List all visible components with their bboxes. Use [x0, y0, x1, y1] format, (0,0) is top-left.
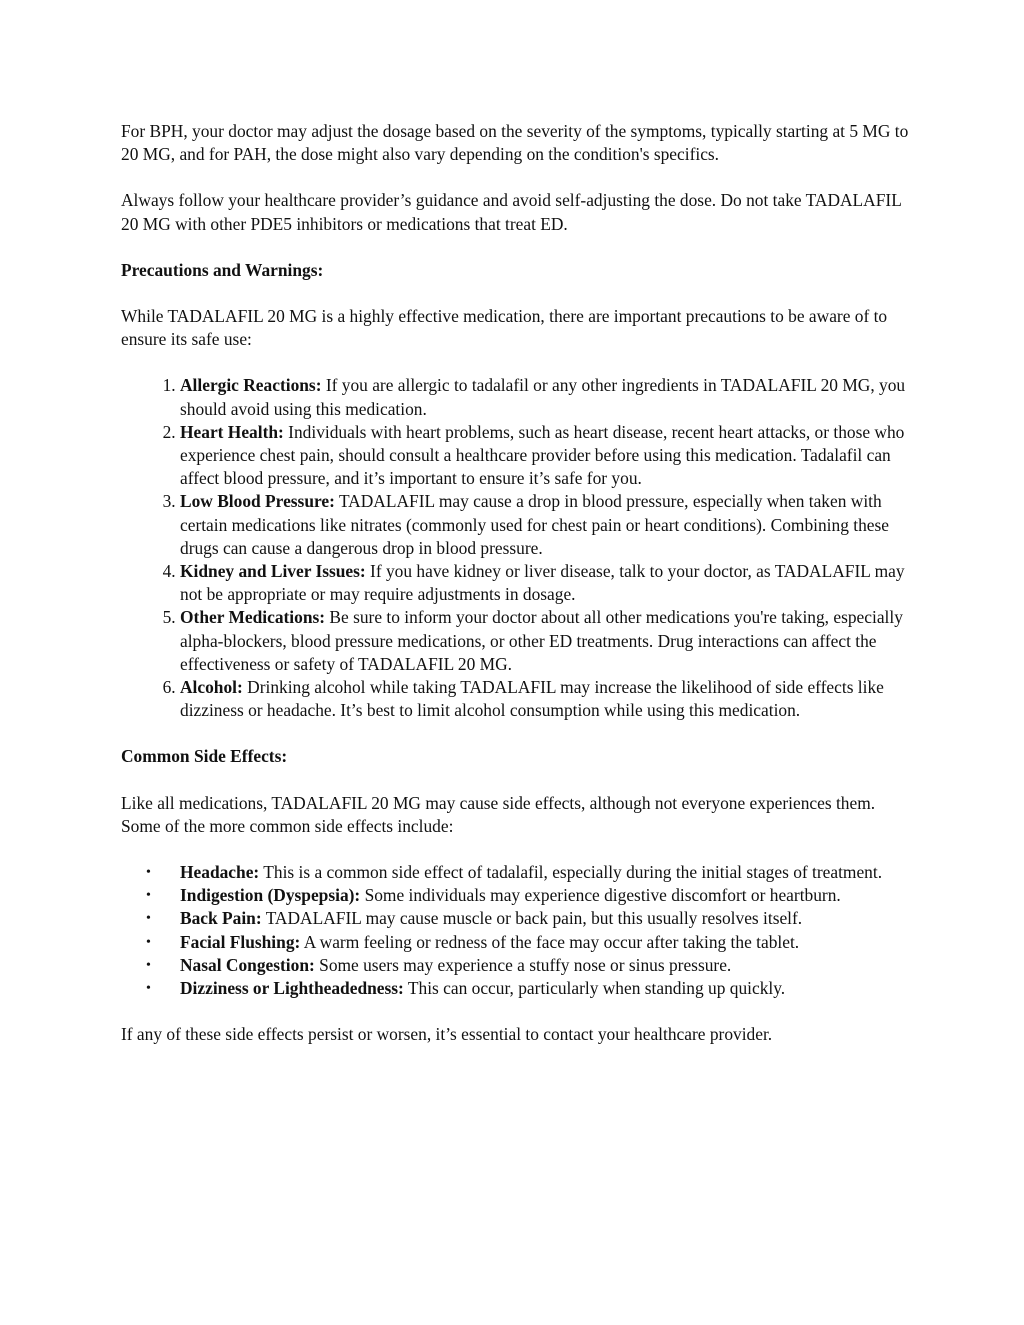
precautions-intro: While TADALAFIL 20 MG is a highly effective medication, there are important precautions to be aware of to ensure its safe use:	[121, 306, 888, 350]
precaution-text: Individuals with heart problems, such as heart disease, recent heart attacks, or those who experience chest pain, should consult a healthcare provider before using this medication. Tadalafil can affect blood pressure, and it’s important to ensure it’s safe for you.	[180, 421, 905, 489]
precaution-term: Kidney and Liver Issues:	[180, 561, 366, 582]
side-effect-text: This is a common side effect of tadalafil, especially during the initial stages of treatment.	[259, 862, 883, 883]
side-effect-item-dizziness	[146, 977, 911, 1000]
side-effects-intro: Like all medications, TADALAFIL 20 MG may cause side effects, although not everyone experiences them. Some of the more common side effects include:	[121, 792, 876, 836]
bullet-icon: •	[146, 865, 151, 881]
bullet-icon: •	[146, 934, 151, 950]
side-effects-closing: If any of these side effects persist or worsen, it’s essential to contact your healthcare provider.	[121, 1024, 773, 1045]
precaution-text: Be sure to inform your doctor about all other medications you're taking, especially alpha-blockers, blood pressure medications, or other ED treatments. Drug interactions can affect the effectiveness or safety of TADALAFIL 20 MG.	[180, 607, 903, 674]
side-effect-text: Some individuals may experience digestive discomfort or heartburn.	[360, 885, 841, 906]
bullet-icon: •	[146, 911, 151, 927]
side-effect-term: Indigestion (Dyspepsia):	[180, 885, 361, 906]
side-effect-term: Headache:	[180, 862, 260, 883]
side-effect-text: A warm feeling or redness of the face may occur after taking the tablet.	[300, 931, 800, 952]
side-effect-text: This can occur, particularly when standing up quickly.	[403, 978, 786, 999]
precaution-term: Low Blood Pressure:	[180, 491, 335, 512]
precaution-term: Other Medications:	[180, 607, 326, 628]
precaution-item-other-medications	[180, 606, 911, 676]
side-effect-term: Back Pain:	[180, 908, 262, 929]
side-effect-term: Facial Flushing:	[180, 931, 301, 952]
bullet-icon: •	[146, 888, 151, 904]
paragraph-dosage-bph-pah: For BPH, your doctor may adjust the dosage based on the severity of the symptoms, typically starting at 5 MG to 20 MG, and for PAH, the dose might also vary depending on the condition's specifics.	[121, 121, 909, 165]
precaution-item-allergic-reactions	[180, 374, 911, 420]
side-effect-item-indigestion	[146, 884, 911, 907]
side-effect-item-headache	[146, 861, 911, 884]
precautions-list	[121, 374, 911, 722]
precaution-item-heart-health	[180, 421, 911, 491]
side-effect-term: Dizziness or Lightheadedness:	[180, 978, 404, 999]
precaution-item-low-blood-pressure	[180, 490, 911, 560]
precaution-text: If you are allergic to tadalafil or any other ingredients in TADALAFIL 20 MG, you should avoid using this medication.	[180, 375, 906, 419]
side-effects-list	[121, 861, 911, 1000]
document-page	[121, 120, 911, 1070]
precaution-item-kidney-liver	[180, 560, 911, 606]
side-effect-term: Nasal Congestion:	[180, 954, 315, 975]
bullet-icon: •	[146, 981, 151, 997]
bullet-icon: •	[146, 957, 151, 973]
precaution-term: Allergic Reactions:	[180, 375, 322, 396]
precaution-term: Heart Health:	[180, 421, 284, 442]
side-effect-item-back-pain	[146, 907, 911, 930]
side-effect-text: TADALAFIL may cause muscle or back pain, but this usually resolves itself.	[261, 908, 803, 929]
precaution-text: If you have kidney or liver disease, talk to your doctor, as TADALAFIL may not be appropriate or may require adjustments in dosage.	[180, 561, 905, 605]
side-effect-item-facial-flushing	[146, 931, 911, 954]
paragraph-dosage-guidance: Always follow your healthcare provider’s guidance and avoid self-adjusting the dose. Do not take TADALAFIL 20 MG with other PDE5 inhibitors or medications that treat ED.	[121, 190, 902, 234]
precaution-text: TADALAFIL may cause a drop in blood pressure, especially when taken with certain medications like nitrates (commonly used for chest pain or heart conditions). Combining these drugs can cause a dangerous drop in blood pressure.	[180, 491, 889, 558]
side-effects-heading: Common Side Effects:	[121, 746, 288, 767]
precaution-text: Drinking alcohol while taking TADALAFIL may increase the likelihood of side effects like dizziness or headache. It’s best to limit alcohol consumption while using this medication.	[180, 677, 884, 721]
precautions-heading: Precautions and Warnings:	[121, 259, 324, 280]
precaution-item-alcohol	[180, 676, 911, 722]
precaution-term: Alcohol:	[180, 677, 243, 698]
side-effect-item-nasal-congestion	[146, 954, 911, 977]
side-effect-text: Some users may experience a stuffy nose or sinus pressure.	[314, 954, 732, 975]
